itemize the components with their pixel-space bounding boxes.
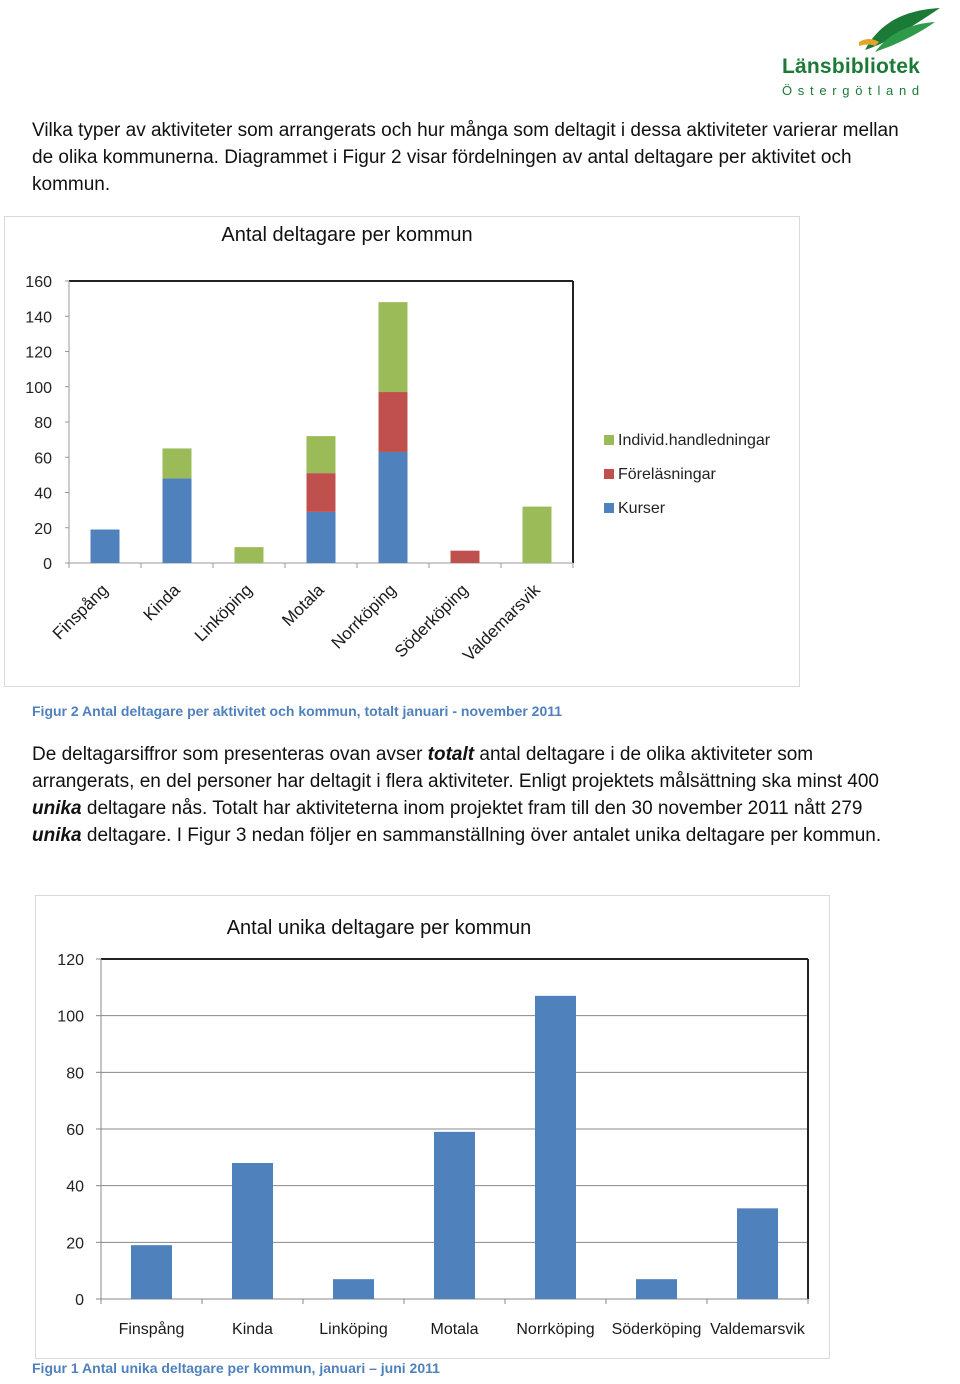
x-category-label: Valdemarsvik	[459, 580, 544, 666]
x-category-label: Motala	[430, 1321, 479, 1338]
emphasis-totalt: totalt	[427, 744, 475, 765]
legend-label: Föreläsningar	[618, 466, 716, 483]
bar-segment	[379, 392, 408, 452]
x-category-label: Linköping	[190, 580, 256, 646]
summary-text-2: antal deltagare i de olika aktiviteter som arrangerats, en del personer har deltagit i flera aktiviteter. Enligt projektets målsättning ska minst 400	[32, 744, 879, 792]
y-tick-label: 60	[34, 450, 52, 468]
x-category-label: Kinda	[232, 1321, 273, 1338]
logo-title: Länsbibliotek	[782, 55, 920, 78]
bar-segment	[163, 448, 192, 478]
legend-swatch	[604, 503, 614, 513]
chart-frame-unique	[35, 895, 830, 1359]
x-category-label: Norrköping	[327, 580, 400, 653]
bar-segment	[235, 547, 264, 563]
bar-segment	[523, 507, 552, 563]
bar	[636, 1279, 677, 1299]
bar-segment	[91, 530, 120, 563]
bar	[232, 1163, 273, 1299]
legend-label: Kurser	[618, 500, 666, 517]
bar-segment	[307, 436, 336, 473]
bar-segment	[379, 452, 408, 563]
y-tick-label: 0	[75, 1292, 84, 1309]
bar-segment	[307, 473, 336, 512]
x-category-label: Valdemarsvik	[710, 1321, 805, 1338]
bar-segment	[307, 512, 336, 563]
y-tick-label: 20	[34, 520, 52, 538]
y-tick-label: 140	[25, 309, 52, 327]
x-category-label: Norrköping	[516, 1321, 595, 1338]
stacked-bar-chart	[5, 217, 799, 686]
legend-swatch	[604, 435, 614, 445]
y-tick-label: 120	[25, 344, 52, 362]
x-category-label: Motala	[278, 580, 328, 630]
x-category-label: Söderköping	[390, 580, 472, 662]
legend-label: Individ.handledningar	[618, 432, 771, 449]
y-tick-label: 0	[43, 556, 52, 573]
y-tick-label: 40	[34, 485, 52, 503]
y-tick-label: 160	[25, 274, 52, 291]
legend-swatch	[604, 469, 614, 479]
emphasis-unika-1: unika	[32, 798, 82, 819]
x-category-label: Linköping	[319, 1321, 388, 1338]
y-tick-label: 100	[25, 379, 52, 397]
bar	[737, 1208, 778, 1299]
x-category-label: Kinda	[139, 580, 184, 625]
chart-frame-participants	[4, 216, 800, 687]
bar-segment	[451, 551, 480, 563]
y-tick-label: 20	[66, 1235, 84, 1253]
y-tick-label: 40	[66, 1178, 84, 1196]
summary-paragraph	[32, 741, 912, 849]
chart-title: Antal deltagare per kommun	[221, 224, 473, 246]
x-category-label: Finspång	[118, 1321, 185, 1338]
y-tick-label: 120	[57, 952, 84, 969]
emphasis-unika-2: unika	[32, 825, 82, 846]
summary-text-4: deltagare. I Figur 3 nedan följer en sammanställning över antalet unika deltagare per kommun.	[81, 825, 882, 846]
bar	[535, 996, 576, 1299]
bar	[333, 1279, 374, 1299]
intro-paragraph: Vilka typer av aktiviteter som arrangerats och hur många som deltagit i dessa aktiviteter varierar mellan de olika kommunerna. Diagrammet i Figur 2 visar fördelningen av antal deltagare per aktivitet och kommun.	[32, 120, 899, 195]
y-tick-label: 80	[66, 1065, 84, 1083]
y-tick-label: 60	[66, 1122, 84, 1139]
x-category-label: Finspång	[48, 580, 112, 644]
bar-segment	[163, 478, 192, 563]
summary-text-3: deltagare nås. Totalt har aktiviteterna inom projektet fram till den 30 november 2011 nått 279	[81, 798, 863, 819]
y-tick-label: 100	[57, 1008, 84, 1026]
logo-subtitle: Östergötland	[782, 83, 925, 98]
x-category-label: Söderköping	[611, 1321, 702, 1338]
figure-1-caption: Figur 1 Antal unika deltagare per kommun, januari – juni 2011	[32, 1360, 440, 1376]
bird-logo-icon	[855, 2, 945, 58]
bar	[131, 1245, 172, 1299]
unique-bar-chart	[36, 896, 829, 1358]
chart-title: Antal unika deltagare per kommun	[226, 917, 532, 939]
bar-segment	[379, 302, 408, 392]
summary-text-1: De deltagarsiffror som presenteras ovan avser	[32, 744, 428, 765]
lansbibliotek-logo	[778, 2, 948, 102]
bar	[434, 1132, 475, 1299]
figure-2-caption: Figur 2 Antal deltagare per aktivitet och kommun, totalt januari - november 2011	[32, 703, 563, 719]
y-tick-label: 80	[34, 415, 52, 432]
